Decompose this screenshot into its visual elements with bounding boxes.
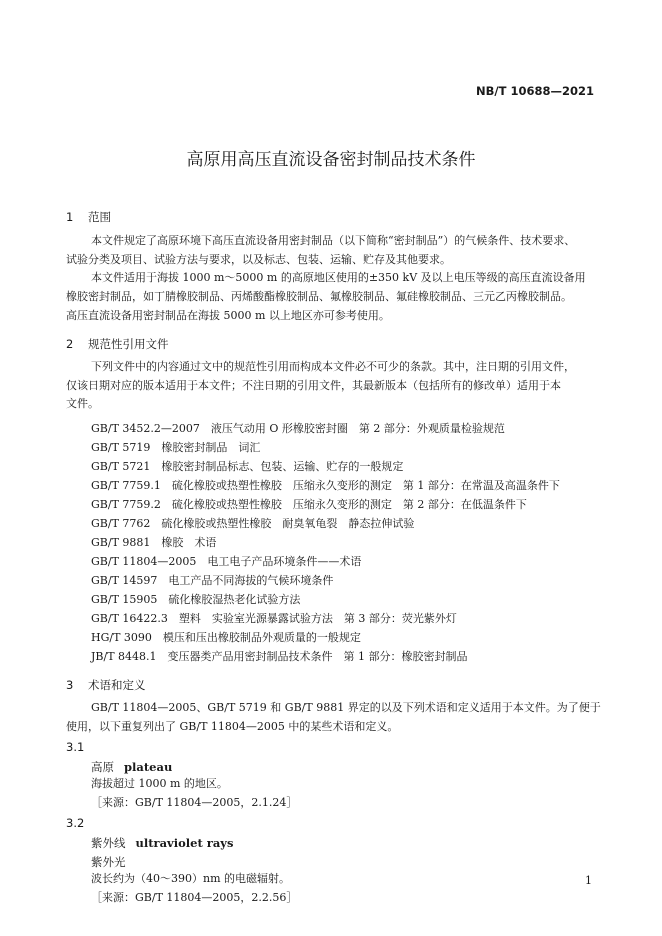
reference-title: 电工产品不同海拔的气候环境条件 (168, 574, 334, 587)
term-number: 3.1 (66, 740, 85, 754)
paragraph-line: 高压直流设备用密封制品在海拔 5000 m 以上地区亦可参考使用。 (66, 309, 390, 322)
reference-code: GB/T 7759.2 (91, 498, 161, 511)
reference-title: 橡胶密封制品标志、包装、运输、贮存的一般规定 (161, 460, 404, 473)
reference-code: GB/T 5721 (91, 460, 151, 473)
reference-item (91, 613, 457, 624)
reference-title: 硫化橡胶或热塑性橡胶 耐臭氧龟裂 静态拉伸试验 (161, 517, 415, 530)
reference-code: GB/T 15905 (91, 593, 158, 606)
reference-title: 模压和压出橡胶制品外观质量的一般规定 (162, 631, 361, 644)
reference-title: 塑料 实验室光源暴露试验方法 第 3 部分：荧光紫外灯 (178, 612, 457, 625)
section-2-heading (66, 336, 169, 352)
term-zh: 高原 (91, 760, 114, 774)
reference-title: 橡胶 术语 (161, 536, 217, 549)
reference-item (91, 556, 361, 567)
term-synonym: 紫外光 (91, 855, 126, 869)
reference-title: 变压器类产品用密封制品技术条件 第 1 部分：橡胶密封制品 (167, 650, 468, 663)
reference-code: GB/T 14597 (91, 574, 158, 587)
reference-code: GB/T 16422.3 (91, 612, 168, 625)
reference-item (91, 632, 361, 643)
reference-code: HG/T 3090 (91, 631, 152, 644)
term-heading (91, 835, 233, 851)
paragraph-line: 仅该日期对应的版本适用于本文件；不注日期的引用文件，其最新版本（包括所有的修改单）适用于本 (66, 379, 561, 392)
reference-item (91, 480, 560, 491)
reference-item (91, 537, 216, 548)
reference-item (91, 575, 333, 586)
reference-item (91, 651, 468, 662)
reference-title: 液压气动用 O 形橡胶密封圈 第 2 部分：外观质量检验规范 (210, 422, 505, 435)
reference-item (91, 499, 527, 510)
reference-item (91, 442, 260, 453)
term-source: ［来源：GB/T 11804—2005，2.1.24］ (91, 796, 298, 809)
reference-item (91, 518, 414, 529)
reference-title: 硫化橡胶湿热老化试验方法 (168, 593, 301, 606)
reference-code: GB/T 9881 (91, 536, 151, 549)
section-title: 规范性引用文件 (88, 337, 169, 351)
reference-item (91, 594, 300, 605)
term-en: plateau (124, 760, 173, 774)
paragraph-line: 橡胶密封制品，如丁腈橡胶制品、丙烯酸酯橡胶制品、氟橡胶制品、氟硅橡胶制品、三元乙丙橡胶制品。 (66, 290, 572, 303)
reference-title: 硫化橡胶或热塑性橡胶 压缩永久变形的测定 第 1 部分：在常温及高温条件下 (171, 479, 560, 492)
reference-title: 硫化橡胶或热塑性橡胶 压缩永久变形的测定 第 2 部分：在低温条件下 (171, 498, 527, 511)
section-title: 范围 (88, 210, 111, 224)
term-heading (91, 759, 172, 775)
term-number: 3.2 (66, 816, 85, 830)
paragraph-line: 本文件适用于海拔 1000 m～5000 m 的高原地区使用的±350 kV 及以上电压等级的高压直流设备用 (91, 271, 586, 284)
term-definition: 波长约为（40～390）nm 的电磁辐射。 (91, 872, 291, 885)
paragraph-line: 本文件规定了高原环境下高压直流设备用密封制品（以下简称“密封制品”）的气候条件、技术要求、 (91, 234, 576, 247)
reference-code: JB/T 8448.1 (91, 650, 157, 663)
reference-item (91, 461, 403, 472)
section-number: 3 (66, 678, 74, 692)
term-definition: 海拔超过 1000 m 的地区。 (91, 777, 228, 790)
paragraph-line: 使用，以下重复列出了 GB/T 11804—2005 中的某些术语和定义。 (66, 720, 399, 733)
page-number: 1 (585, 874, 592, 887)
paragraph-line: 试验分类及项目、试验方法与要求，以及标志、包装、运输、贮存及其他要求。 (66, 253, 451, 266)
paragraph-line: 下列文件中的内容通过文中的规范性引用而构成本文件必不可少的条款。其中，注日期的引用文件， (91, 360, 575, 373)
reference-code: GB/T 7759.1 (91, 479, 161, 492)
reference-code: GB/T 5719 (91, 441, 151, 454)
section-1-heading (66, 209, 111, 225)
paragraph-line: 文件。 (66, 397, 99, 410)
reference-code: GB/T 7762 (91, 517, 151, 530)
paragraph-line: GB/T 11804—2005、GB/T 5719 和 GB/T 9881 界定的以及下列术语和定义适用于本文件。为了便于 (91, 701, 601, 714)
reference-code: GB/T 3452.2—2007 (91, 422, 200, 435)
reference-title: 电工电子产品环境条件——术语 (207, 555, 362, 568)
document-title: 高原用高压直流设备密封制品技术条件 (186, 150, 476, 170)
reference-code: GB/T 11804—2005 (91, 555, 197, 568)
term-zh: 紫外线 (91, 836, 126, 850)
term-en: ultraviolet rays (135, 836, 234, 850)
section-number: 2 (66, 337, 74, 351)
section-number: 1 (66, 210, 74, 224)
standard-number: NB/T 10688—2021 (476, 84, 594, 98)
reference-item (91, 423, 505, 434)
term-source: ［来源：GB/T 11804—2005，2.2.56］ (91, 891, 298, 904)
section-3-heading (66, 677, 146, 693)
section-title: 术语和定义 (88, 678, 146, 692)
reference-title: 橡胶密封制品 词汇 (161, 441, 261, 454)
